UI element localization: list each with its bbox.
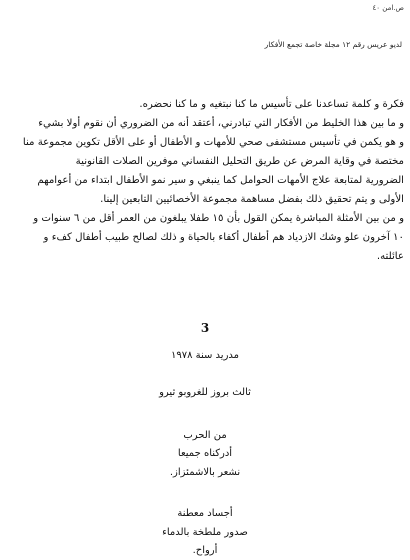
body-line: مختصة في وقاية المرض عن طريق التحليل النفساني موفرين الصلات القانونية — [75, 156, 404, 167]
poem-title: ثالث بروز للغروبو ثيرو — [159, 387, 251, 398]
running-header: لديو عريس رقم ١٢ مجلة خاصة تجمع الأفكار — [264, 40, 402, 49]
body-line: الأولى و يتم تحقيق ذلك بفضل مساهمة مجموعة الأخصائيين التابعين إلينا. — [100, 194, 404, 205]
body-line: و من بين الأمثلة المباشرة يمكن القول بأن ١٥ طفلا يبلغون من العمر أقل من ٦ سنوات و — [33, 213, 404, 224]
body-line: و ما بين هذا الخليط من الأفكار التي تبادرني، أعتقد أنه من الضروري أن نقوم أولا بشيء — [38, 118, 404, 129]
date-line: مدريد سنة ١٩٧٨ — [170, 350, 240, 361]
body-line: الضرورية لمتابعة علاج الأمهات الحوامل كما ينبغي و سير نمو الأطفال ابتداء من أعوامهم — [37, 175, 404, 186]
body-line: عائلته. — [376, 251, 404, 262]
poem-line: أجساد معطنة — [177, 508, 233, 519]
section-number: 3 — [200, 321, 210, 335]
body-line: ١٠ آخرون علو وشك الازدياد هم أطفال أكفاء بالحياة و ذلك لصالح طبيب أطفال كفء و — [43, 232, 404, 243]
body-line: و هو يكمن في تأسيس مستشفى صحي للأمهات و الأطفال أو على الأقل تكوين مجموعة منا — [22, 137, 404, 148]
poem-line: صدور ملطخة بالدماء — [162, 527, 248, 538]
poem-line: من الحرب — [183, 430, 227, 441]
poem-line: نشعر بالاشمئزاز. — [169, 467, 241, 478]
body-line: فكرة و كلمة تساعدنا على تأسيس ما كنا نبتغيه و ما كنا نحضره. — [139, 99, 404, 110]
poem-line: أرواح. — [192, 545, 218, 556]
page-number: ص.امن ٤٠ — [372, 4, 404, 12]
poem-line: أدركناه جميعا — [177, 448, 233, 459]
